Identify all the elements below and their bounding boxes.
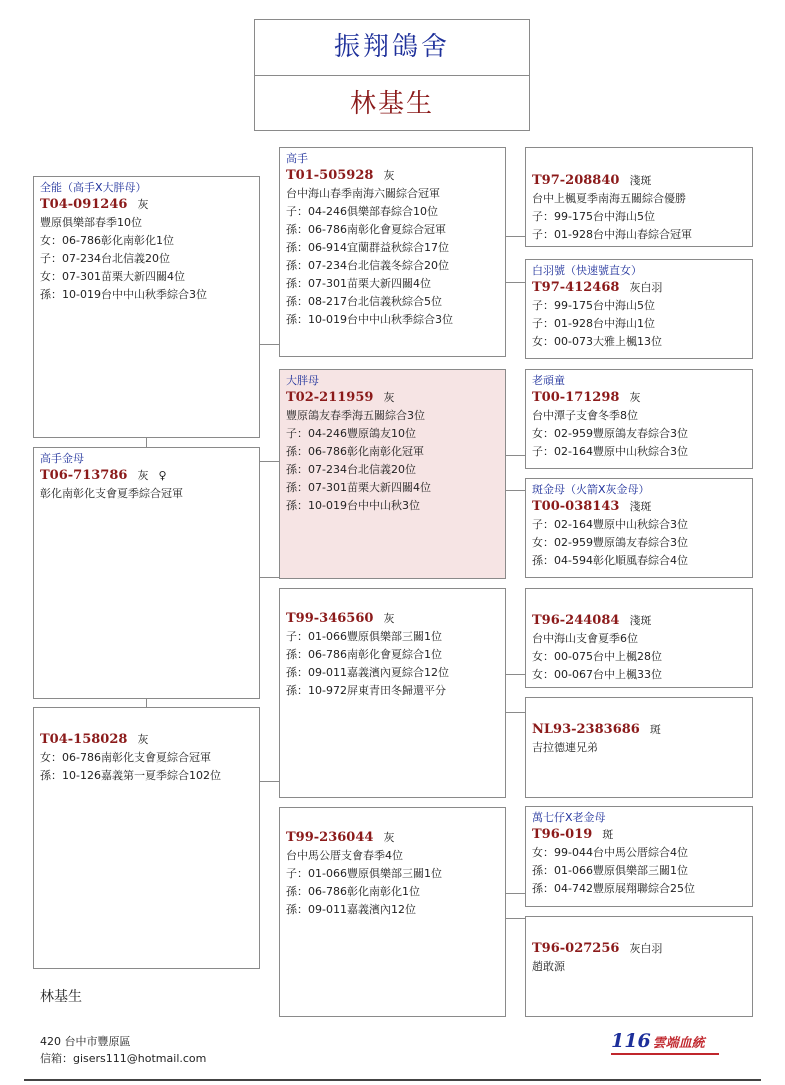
record-line: 女：00-075台中上楓28位 (532, 650, 662, 663)
footer-contact (40, 1033, 206, 1067)
ring-number: T01-505928 灰 (286, 168, 395, 183)
record-line: 孫：10-019台中中山秋季綜合3位 (40, 288, 207, 301)
record-line: 子：01-928台中海山春綜合冠軍 (532, 228, 692, 241)
record-line: 趙敢源 (532, 960, 565, 973)
record-line: 女：00-067台中上楓33位 (532, 668, 662, 681)
record-line: 孫：01-066豐原俱樂部三關1位 (532, 864, 688, 877)
connector (505, 918, 525, 919)
record-line: 豐原俱樂部春季10位 (40, 216, 142, 229)
pigeon-card-mate-sire-dam (525, 697, 753, 798)
connector (505, 712, 525, 713)
record-line: 孫：07-234台北信義冬綜合20位 (286, 259, 449, 272)
record-line: 孫：10-126嘉義第一夏季綜合102位 (40, 769, 221, 782)
pigeon-label: 高手 (286, 152, 308, 165)
color-label: 灰 (137, 469, 149, 482)
record-line: 女：00-073大雅上楓13位 (532, 335, 662, 348)
connector (505, 236, 525, 237)
ring-number: NL93-2383686 斑 (532, 722, 661, 737)
record-line: 台中海山春季南海六關綜合冠軍 (286, 187, 440, 200)
ring-number: T06-713786 灰 ♀ (40, 468, 167, 483)
record-line: 豐原鴿友春季海五關綜合3位 (286, 409, 425, 422)
pigeon-card-sire-dam (525, 259, 753, 359)
record-line: 孫：07-301苗栗大新四關4位 (286, 481, 431, 494)
color-label: 淺斑 (629, 174, 652, 187)
record-line: 子：02-164豐原中山秋綜合3位 (532, 445, 688, 458)
record-line: 孫：06-786南彰化會夏綜合1位 (286, 648, 442, 661)
connector (259, 344, 279, 345)
ring-number: T97-208840 淺斑 (532, 173, 652, 188)
record-line: 子：07-234台北信義20位 (40, 252, 170, 265)
pigeon-card-mate-dam (33, 707, 260, 969)
pigeon-card-dam-dam (525, 478, 753, 578)
color-label: 灰 (137, 733, 149, 746)
connector (505, 282, 525, 283)
logo-text: 雲端血統 (652, 1036, 705, 1051)
record-line: 女：02-959豐原鴿友春綜合3位 (532, 536, 688, 549)
connector (259, 461, 279, 462)
pigeon-card-mate-sire-sire (525, 588, 753, 688)
pigeon-card-mate-dam-sire (279, 807, 506, 1017)
record-line: 子：04-246豐原鴿友10位 (286, 427, 416, 440)
color-label: 灰 (137, 198, 149, 211)
owner-name: 林基生 (349, 89, 434, 119)
record-line: 台中潭子支會冬季8位 (532, 409, 638, 422)
footer-address: 420 台中市豐原區 (40, 1035, 131, 1048)
record-line: 女：06-786彰化南彰化1位 (40, 234, 174, 247)
pigeon-card-sire-sire (525, 147, 753, 247)
color-label: 斑 (602, 828, 614, 841)
record-line: 孫：06-914宜蘭群益秋綜合17位 (286, 241, 449, 254)
color-label: 灰白羽 (629, 281, 663, 294)
record-line: 台中海山支會夏季6位 (532, 632, 638, 645)
record-line: 子：04-246俱樂部春綜合10位 (286, 205, 438, 218)
pigeon-card-mate-dam-dam-sire (525, 806, 753, 907)
record-line: 子：02-164豐原中山秋綜合3位 (532, 518, 688, 531)
color-label: 灰 (629, 391, 641, 404)
record-line: 孫：09-011嘉義濱內12位 (286, 903, 416, 916)
record-line: 台中馬公厝支會春季4位 (286, 849, 403, 862)
pigeon-label: 萬七仔X老金母 (532, 811, 606, 824)
pigeon-card-dam-sire (525, 369, 753, 469)
record-line: 子：01-066豐原俱樂部三關1位 (286, 630, 442, 643)
ring-number: T96-244084 淺斑 (532, 613, 652, 628)
pigeon-card-mate-sire (279, 588, 506, 798)
color-label: 淺斑 (629, 500, 652, 513)
record-line: 子：01-928台中海山1位 (532, 317, 655, 330)
ring-number: T99-346560 灰 (286, 611, 395, 626)
pigeon-card-sire (279, 147, 506, 357)
ring-number: T96-019 斑 (532, 827, 614, 842)
record-line: 孫：04-594彰化順風春綜合4位 (532, 554, 688, 567)
color-label: 斑 (649, 723, 661, 736)
record-line: 孫：06-786彰化南彰化冠軍 (286, 445, 424, 458)
record-line: 孫：10-972屏東青田冬歸還平分 (286, 684, 446, 697)
record-line: 女：07-301苗栗大新四關4位 (40, 270, 185, 283)
record-line: 吉拉德連兄弟 (532, 741, 598, 754)
connector (259, 781, 279, 782)
record-line: 孫：10-019台中中山秋季綜合3位 (286, 313, 453, 326)
loft-name: 振翔鴿舍 (255, 20, 529, 76)
pigeon-label: 大胖母 (286, 374, 319, 387)
pigeon-card-mate (33, 447, 260, 699)
connector (505, 455, 525, 456)
record-line: 孫：09-011嘉義濱內夏綜合12位 (286, 666, 449, 679)
pigeon-card-mate-dam-dam-dam (525, 916, 753, 1017)
record-line: 子：99-175台中海山5位 (532, 210, 655, 223)
connector (146, 437, 147, 447)
ring-number: T00-171298 灰 (532, 390, 641, 405)
pigeon-label: 斑金母（火箭X灰金母） (532, 483, 650, 496)
record-line: 女：99-044台中馬公厝綜合4位 (532, 846, 688, 859)
ring-number: T04-091246 灰 (40, 197, 149, 212)
color-label: 灰 (383, 831, 395, 844)
pigeon-label: 高手金母 (40, 452, 84, 465)
pigeon-label: 全能（高手X大胖母） (40, 181, 147, 194)
record-line: 孫：08-217台北信義秋綜合5位 (286, 295, 442, 308)
footer-email[interactable]: 信箱：gisers111@hotmail.com (40, 1052, 207, 1065)
connector (505, 893, 525, 894)
record-line: 子：01-066豐原俱樂部三關1位 (286, 867, 442, 880)
connector (505, 674, 525, 675)
logo-number: 116 (611, 1030, 651, 1052)
title-box (254, 19, 530, 131)
color-label: 灰 (383, 391, 395, 404)
ring-number: T02-211959 灰 (286, 390, 395, 405)
record-line: 孫：07-234台北信義20位 (286, 463, 416, 476)
pigeon-label: 白羽號（快速號直女） (532, 264, 642, 277)
record-line: 孫：06-786彰化南彰化1位 (286, 885, 420, 898)
color-label: 灰白羽 (629, 942, 663, 955)
color-label: 灰 (383, 169, 395, 182)
record-line: 孫：10-019台中中山秋3位 (286, 499, 420, 512)
ring-number: T96-027256 灰白羽 (532, 941, 663, 956)
pigeon-card-dam (279, 369, 506, 579)
bottom-divider (24, 1079, 761, 1081)
record-line: 彰化南彰化支會夏季綜合冠軍 (40, 487, 183, 500)
record-line: 台中上楓夏季南海五關綜合優勝 (532, 192, 686, 205)
record-line: 孫：07-301苗栗大新四關4位 (286, 277, 431, 290)
logo (611, 1030, 705, 1052)
pigeon-card-subject (33, 176, 260, 438)
connector (505, 490, 525, 491)
logo-underline (611, 1053, 719, 1055)
ring-number: T97-412468 灰白羽 (532, 280, 663, 295)
record-line: 子：99-175台中海山5位 (532, 299, 655, 312)
record-line: 女：06-786南彰化支會夏綜合冠軍 (40, 751, 211, 764)
ring-number: T99-236044 灰 (286, 830, 395, 845)
record-line: 女：02-959豐原鴿友春綜合3位 (532, 427, 688, 440)
female-icon: ♀ (158, 469, 167, 482)
connector (259, 577, 279, 578)
ring-number: T00-038143 淺斑 (532, 499, 652, 514)
color-label: 灰 (383, 612, 395, 625)
record-line: 孫：06-786南彰化會夏綜合冠軍 (286, 223, 446, 236)
pigeon-label: 老頑童 (532, 374, 565, 387)
record-line: 孫：04-742豐原展翔聯綜合25位 (532, 882, 695, 895)
footer-owner: 林基生 (40, 989, 82, 1005)
ring-number: T04-158028 灰 (40, 732, 149, 747)
color-label: 淺斑 (629, 614, 652, 627)
